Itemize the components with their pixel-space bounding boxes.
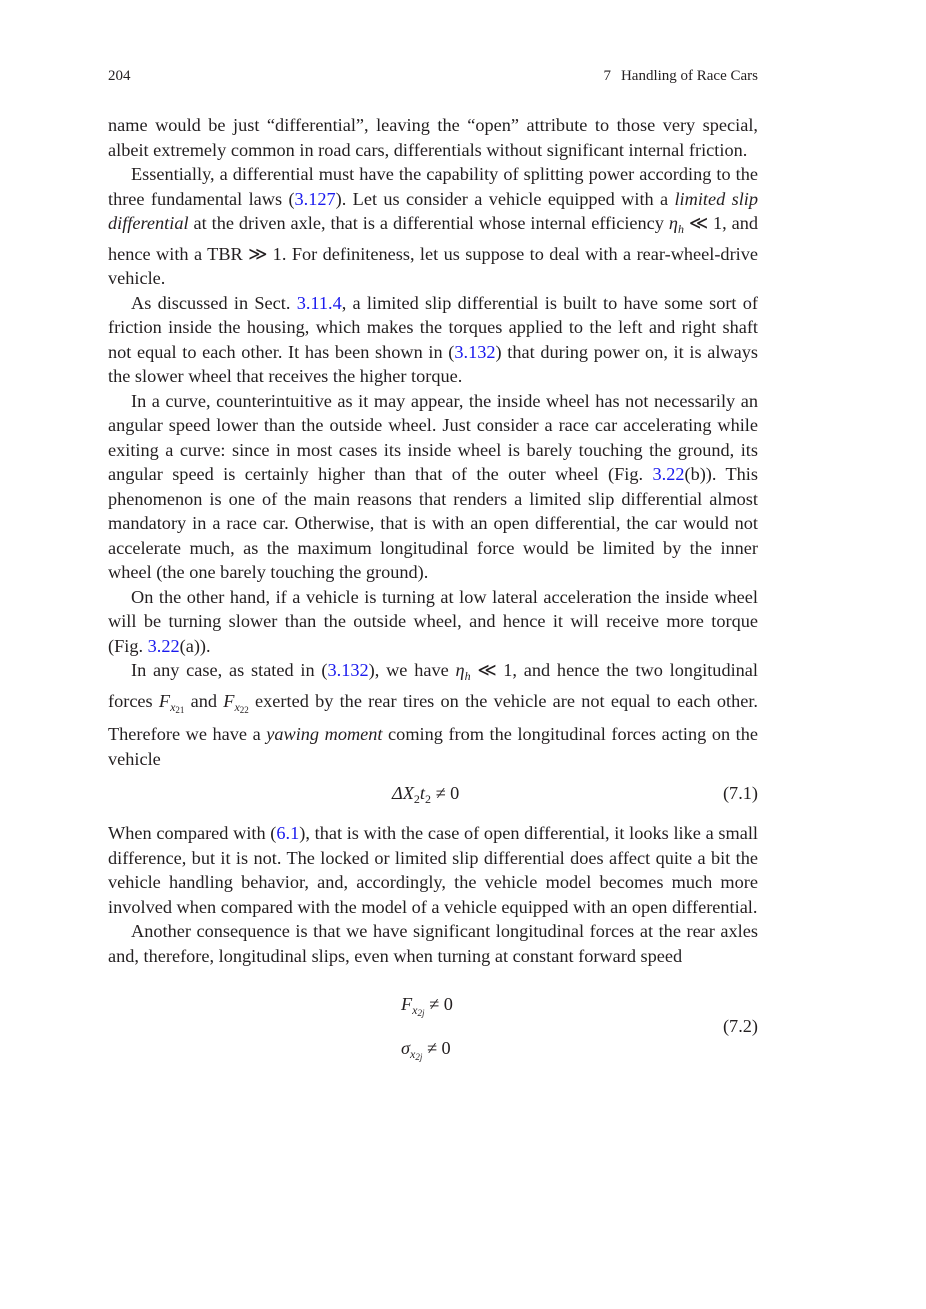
equation-ref-link[interactable]: 3.132 [327,660,369,680]
paragraph-5: On the other hand, if a vehicle is turning at low lateral acceleration the inside wheel will be turning slower than the outside wheel, and hence it will receive more torque (Fig. 3.22(a)). [108,586,758,656]
equation-expression: $\Delta X_2t_2 \ne 0$ [392,783,460,806]
paragraph-1: name would be just “differential”, leaving the “open” attribute to those very special, albeit extremely common in road cars, differentials without significant internal friction. [108,115,758,160]
equation-number: (7.1) [722,783,758,803]
equation-number: (7.2) [722,1016,758,1036]
paragraph-3: As discussed in Sect. 3.11.4, a limited slip differential is built to have some sort of friction inside the housing, which makes the torques applied to the left and right shaft not equal to each other. It has been shown in (3.132) that during power on, it is always the slower wheel that receives the higher torque. [108,292,758,386]
paragraph-4: In a curve, counterintuitive as it may appear, the inside wheel has not necessarily an angular speed lower than the outside wheel. Just consider a race car accelerating while exiting a curve: since in most cases its inside wheel is barely touching the ground, its angular speed is certainly higher than that of the outer wheel (Fig. 3.22(b)). This phenomenon is one of the main reasons that renders a limited slip differential almost mandatory in a race car. Otherwise, that is with an open differential, the car would not accelerate much, as the maximum longitudinal force would be limited by the inner wheel (the one barely touching the ground). [108,390,759,582]
equation-ref-link[interactable]: 3.132 [454,341,496,362]
paragraph-7: When compared with (6.1), that is with the case of open differential, it looks like a small difference, but it is not. The locked or limited slip differential does affect quite a bit the vehicle handling behavior, and, accordingly, the vehicle model becomes much more involved when compared with the model of a vehicle equipped with an open differential. [108,823,758,917]
running-title [603,68,758,85]
emphasis: limited slip differential [108,188,758,233]
equation-line-slip: $\sigma_{x2j} \ne 0$ [401,1038,451,1062]
chapter-number: 7 [603,68,611,84]
section-ref-link[interactable]: 3.11.4 [296,292,342,313]
equation-line-force: $F_{x2j} \ne 0$ [401,994,453,1018]
main-text [108,113,758,1080]
running-header [108,68,758,90]
paragraph-8: Another consequence is that we have significant longitudinal forces at the rear axles and, therefore, longitudinal slips, even when turning at constant forward speed [108,921,758,966]
equation-ref-link[interactable]: 3.127 [294,188,336,209]
equation-7-2 [108,968,758,1080]
figure-ref-link[interactable]: 3.22 [652,464,685,484]
equation-7-1 [108,771,758,821]
emphasis: yawing moment [266,724,383,744]
equation-ref-link[interactable]: 6.1 [276,823,300,843]
page-number: 204 [108,68,131,84]
paragraph-2: Essentially, a differential must have the capability of splitting power according to the three fundamental laws (3.127). Let us consider a vehicle equipped with a limited slip differential at the driven axle, that is a differential whose internal efficiency $\eta_h$ ≪ 1, and hence with a TBR ≫ 1. For definiteness, let us suppose to deal with a rear-wheel-drive vehicle. [108,164,758,288]
chapter-title: Handling of Race Cars [620,68,758,84]
figure-ref-link[interactable]: 3.22 [147,635,180,656]
paragraph-6: In any case, as stated in (3.132), we have $\eta_h$ ≪ 1, and hence the two longitudinal forces $F_{x21}$ and $F_{x22}$ exerted by the rear tires on the vehicle are not equal to each other. Therefore we have a yawing moment coming from the longitudinal forces acting on the vehicle [108,660,758,769]
